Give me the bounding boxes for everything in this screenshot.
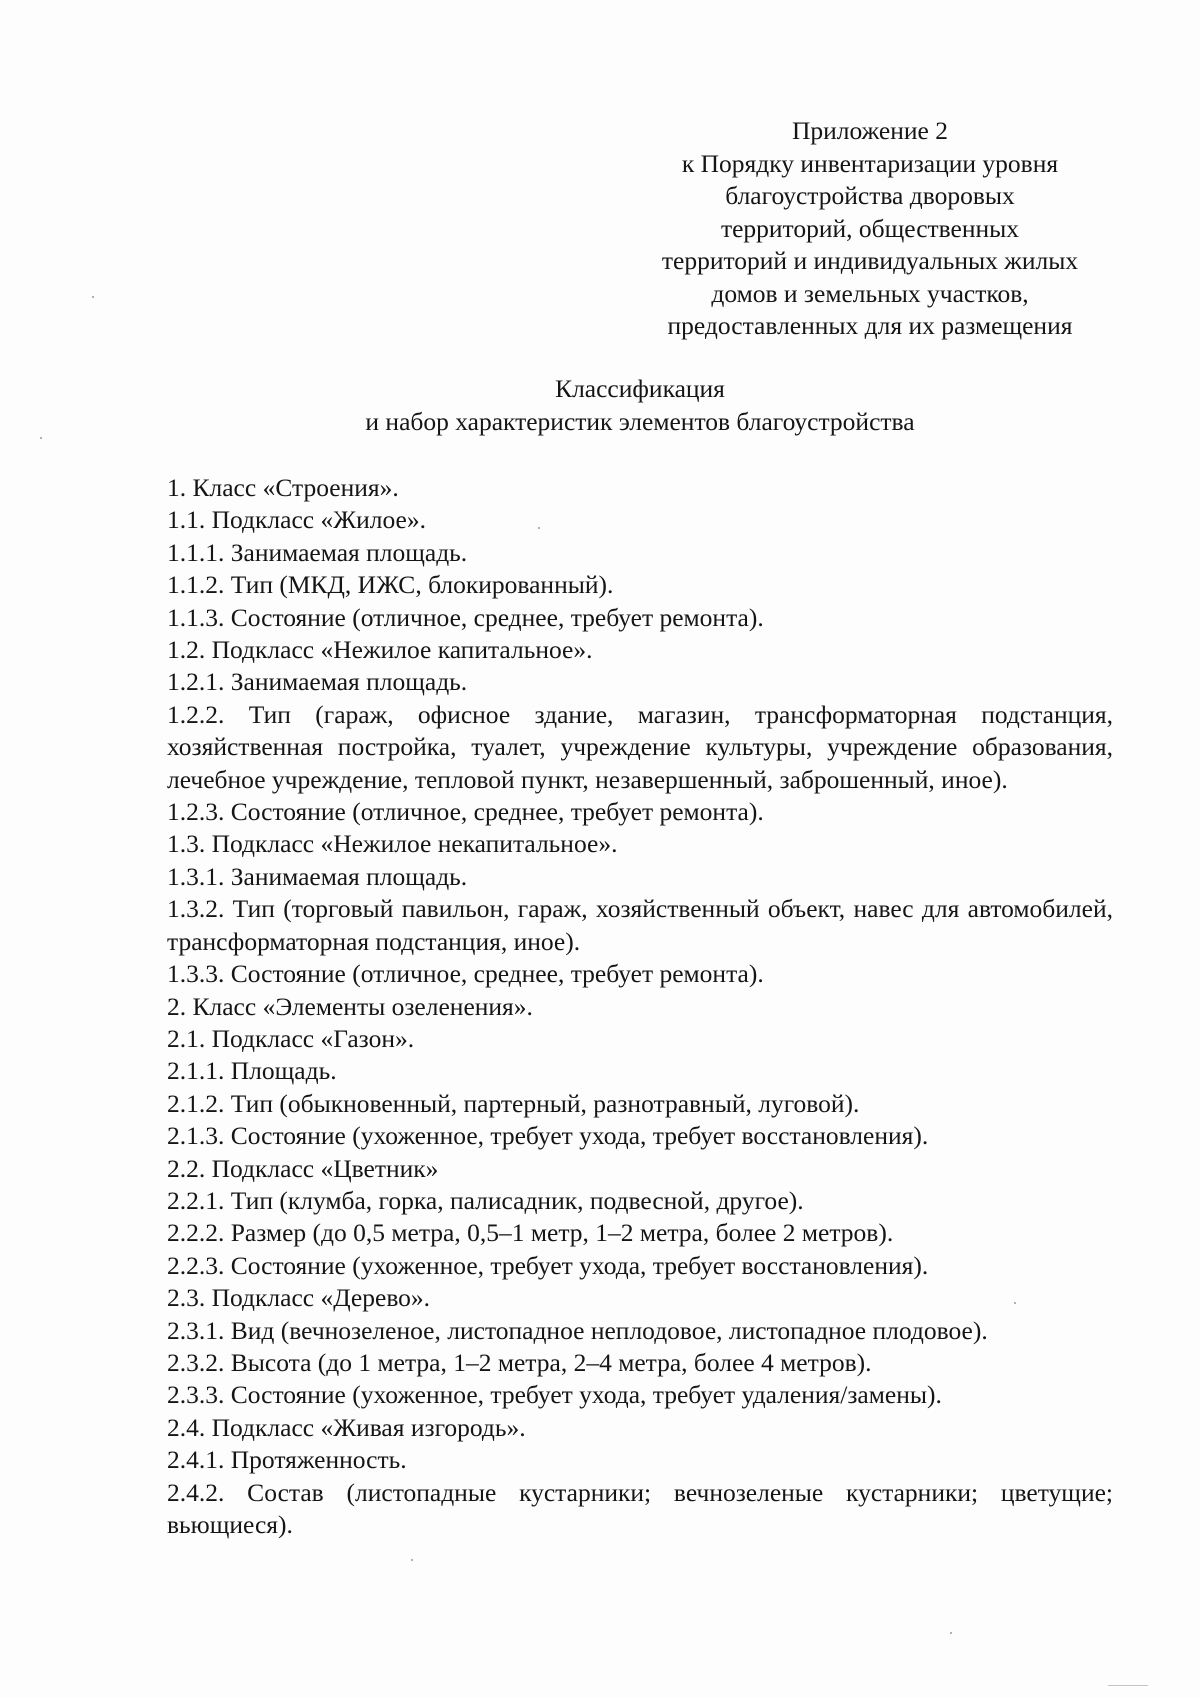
classification-item: 2.1. Подкласс «Газон». <box>167 1023 415 1053</box>
appendix-header-line: территорий, общественных <box>720 213 1020 243</box>
appendix-header-line: Приложение 2 <box>792 116 948 145</box>
classification-item: 2.1.2. Тип (обыкновенный, партерный, разнотравный, луговой). <box>167 1088 860 1118</box>
appendix-header-line: благоустройства дворовых <box>725 181 1015 210</box>
document-title-line: и набор характеристик элементов благоустройства <box>365 406 915 436</box>
classification-item: 2.2.1. Тип (клумба, горка, палисадник, подвесной, другое). <box>167 1185 804 1215</box>
appendix-header <box>630 115 1110 343</box>
classification-item: 1.2.3. Состояние (отличное, среднее, требует ремонта). <box>167 797 764 827</box>
classification-item: 1.3.3. Состояние (отличное, среднее, требует ремонта). <box>167 959 764 989</box>
classification-item: 2.1.3. Состояние (ухоженное, требует ухода, требует восстановления). <box>167 1121 929 1151</box>
document-title <box>300 373 980 438</box>
appendix-header-line: территорий и индивидуальных жилых <box>661 246 1079 275</box>
classification-item: 2.4. Подкласс «Живая изгородь». <box>167 1412 526 1442</box>
scan-speck <box>92 296 94 298</box>
classification-item: 1.1.1. Занимаемая площадь. <box>167 537 468 567</box>
appendix-header-line: домов и земельных участков, <box>711 278 1029 308</box>
classification-item: 1.3.1. Занимаемая площадь. <box>167 861 468 891</box>
scan-speck <box>538 527 540 529</box>
scan-speck <box>1014 1302 1016 1304</box>
scan-speck <box>1108 1685 1148 1686</box>
classification-item: 2.2. Подкласс «Цветник» <box>167 1153 439 1183</box>
scan-speck <box>411 1559 413 1561</box>
classification-item: 2. Класс «Элементы озеленения». <box>167 991 533 1021</box>
classification-item: 2.4.2. Состав (листопадные кустарники; вечнозеленые кустарники; цветущие; вьющиеся). <box>167 1477 1113 1539</box>
classification-list <box>167 472 1113 1541</box>
classification-item: 1.3. Подкласс «Нежилое некапитальное». <box>167 829 618 859</box>
classification-item: 2.1.1. Площадь. <box>167 1056 337 1086</box>
document-title-line: Классификация <box>555 374 725 403</box>
scan-speck <box>40 437 42 439</box>
appendix-header-line: к Порядку инвентаризации уровня <box>681 148 1059 178</box>
classification-item: 2.2.2. Размер (до 0,5 метра, 0,5–1 метр, 1–2 метра, более 2 метров). <box>167 1218 894 1248</box>
classification-item: 2.3.1. Вид (вечнозеленое, листопадное неплодовое, листопадное плодовое). <box>167 1315 988 1345</box>
classification-item: 1.1.2. Тип (МКД, ИЖС, блокированный). <box>167 570 614 600</box>
classification-item: 2.3.3. Состояние (ухоженное, требует ухода, требует удаления/замены). <box>167 1380 942 1410</box>
classification-item: 1.2.2. Тип (гараж, офисное здание, магазин, трансформаторная подстанция, хозяйственная постройка, туалет, учреждение культуры, учреждение образования, лечебное учреждение, тепловой пункт, незавершенный, заброшенный, иное). <box>167 699 1113 794</box>
classification-item: 1.1.3. Состояние (отличное, среднее, требует ремонта). <box>167 602 764 632</box>
classification-item: 1.3.2. Тип (торговый павильон, гараж, хозяйственный объект, навес для автомобилей, трансформаторная подстанция, иное). <box>167 894 1113 956</box>
classification-item: 1.1. Подкласс «Жилое». <box>167 505 426 535</box>
classification-item: 1.2.1. Занимаемая площадь. <box>167 667 468 697</box>
classification-item: 2.3. Подкласс «Дерево». <box>167 1283 431 1313</box>
classification-item: 2.2.3. Состояние (ухоженное, требует ухода, требует восстановления). <box>167 1250 929 1280</box>
appendix-header-line: предоставленных для их размещения <box>667 311 1073 340</box>
classification-item: 1.2. Подкласс «Нежилое капитальное». <box>167 635 593 665</box>
classification-item: 1. Класс «Строения». <box>167 473 399 502</box>
classification-item: 2.4.1. Протяженность. <box>167 1445 407 1475</box>
classification-item: 2.3.2. Высота (до 1 метра, 1–2 метра, 2–4 метра, более 4 метров). <box>167 1347 872 1377</box>
scan-speck <box>950 1632 952 1634</box>
